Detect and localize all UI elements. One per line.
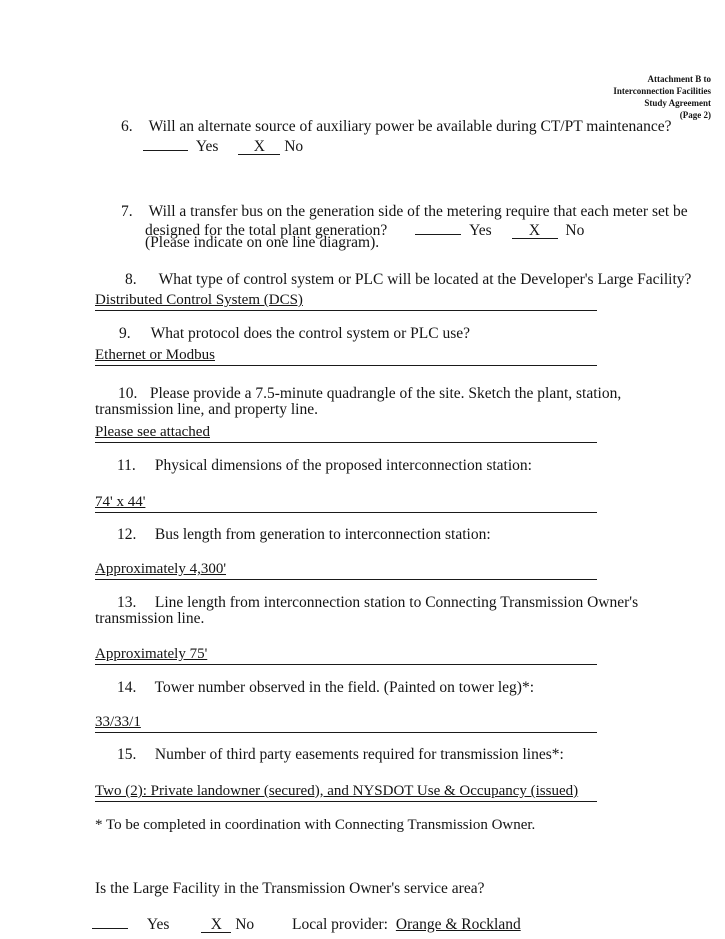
q6-no-blank[interactable]: X [238, 138, 280, 155]
question-text: Number of third party easements required for transmission lines*: [154, 746, 564, 763]
q8-answer: Distributed Control System (DCS) [95, 292, 303, 308]
q15-answer-field[interactable] [95, 783, 597, 802]
question-15 [117, 746, 564, 764]
q7-yes-label: Yes [469, 222, 492, 239]
question-9 [119, 325, 470, 343]
question-text: Tower number observed in the field. (Painted on tower leg)*: [154, 679, 535, 696]
question-number: 13. [117, 594, 137, 611]
q7-yes-blank[interactable] [415, 218, 461, 235]
q7-no-blank[interactable]: X [512, 222, 558, 239]
question-number: 11. [117, 457, 136, 474]
question-number: 8. [125, 271, 137, 288]
service-area-answer [92, 912, 521, 934]
question-text-line-1: Line length from interconnection station to Connecting Transmission Owner's [154, 594, 639, 611]
service-area-no-blank[interactable]: X [201, 916, 231, 933]
q13-answer-field[interactable] [95, 646, 597, 665]
q11-answer-field[interactable] [95, 494, 597, 513]
question-number: 10. [118, 385, 138, 402]
local-provider-label: Local provider: [292, 916, 388, 933]
q6-yes-no [143, 134, 303, 156]
q10-answer: Please see attached [95, 424, 210, 440]
attachment-header [511, 73, 711, 121]
service-area-yes-blank[interactable] [92, 912, 128, 929]
q6-no-label: No [284, 138, 304, 155]
footnote: * To be completed in coordination with Connecting Transmission Owner. [95, 817, 536, 833]
question-text-line-2: transmission line, and property line. [95, 401, 318, 418]
header-line-1: Attachment B to [647, 74, 711, 84]
question-text-line-1: Please provide a 7.5-minute quadrangle of the site. Sketch the plant, station, [149, 385, 622, 402]
q7-no-label: No [565, 222, 585, 239]
q14-answer: 33/33/1 [95, 714, 141, 730]
service-area-yes-label: Yes [146, 916, 170, 933]
q6-yes-blank[interactable] [143, 134, 188, 151]
question-text-line-3: (Please indicate on one line diagram). [145, 234, 380, 251]
question-text: Bus length from generation to interconnection station: [154, 526, 491, 543]
question-number: 15. [117, 746, 137, 763]
question-text: Will an alternate source of auxiliary power be available during CT/PT maintenance? [148, 118, 672, 135]
question-text-line-2: designed for the total plant generation? [145, 222, 388, 239]
q14-answer-field[interactable] [95, 714, 597, 733]
q12-answer-field[interactable] [95, 561, 597, 580]
service-area-no-label: No [235, 916, 255, 933]
q13-line-2 [95, 610, 204, 628]
header-line-3: Study Agreement [644, 98, 711, 108]
q10-answer-field[interactable] [95, 424, 597, 443]
q10-line-2 [95, 401, 318, 419]
header-line-4: (Page 2) [679, 110, 711, 120]
question-text: What protocol does the control system or PLC use? [150, 325, 471, 342]
q13-answer: Approximately 75' [95, 646, 208, 662]
question-text: Physical dimensions of the proposed interconnection station: [154, 457, 532, 474]
header-line-2: Interconnection Facilities [613, 86, 711, 96]
question-14 [117, 679, 534, 697]
question-number: 12. [117, 526, 137, 543]
q11-answer: 74' x 44' [95, 494, 146, 510]
q6-yes-label: Yes [195, 138, 219, 155]
question-text: What type of control system or PLC will be located at the Developer's Large Facility? [158, 271, 692, 288]
question-text-line-1: Will a transfer bus on the generation side of the metering require that each meter set be [148, 203, 688, 220]
q8-answer-field[interactable] [95, 292, 597, 311]
question-number: 7. [121, 203, 133, 220]
question-text-line-2: transmission line. [95, 610, 205, 627]
question-12 [117, 526, 491, 544]
q9-answer: Ethernet or Modbus [95, 347, 215, 363]
q9-answer-field[interactable] [95, 347, 597, 366]
question-8 [125, 271, 691, 289]
service-area-question: Is the Large Facility in the Transmission Owner's service area? [95, 880, 485, 897]
q15-answer: Two (2): Private landowner (secured), and NYSDOT Use & Occupancy (issued) [95, 783, 579, 799]
q12-answer: Approximately 4,300' [95, 561, 227, 577]
q7-line-3 [145, 234, 379, 252]
question-number: 6. [121, 118, 133, 135]
question-number: 14. [117, 679, 137, 696]
question-number: 9. [119, 325, 131, 342]
question-11 [117, 457, 532, 475]
local-provider-value: Orange & Rockland [395, 916, 521, 933]
